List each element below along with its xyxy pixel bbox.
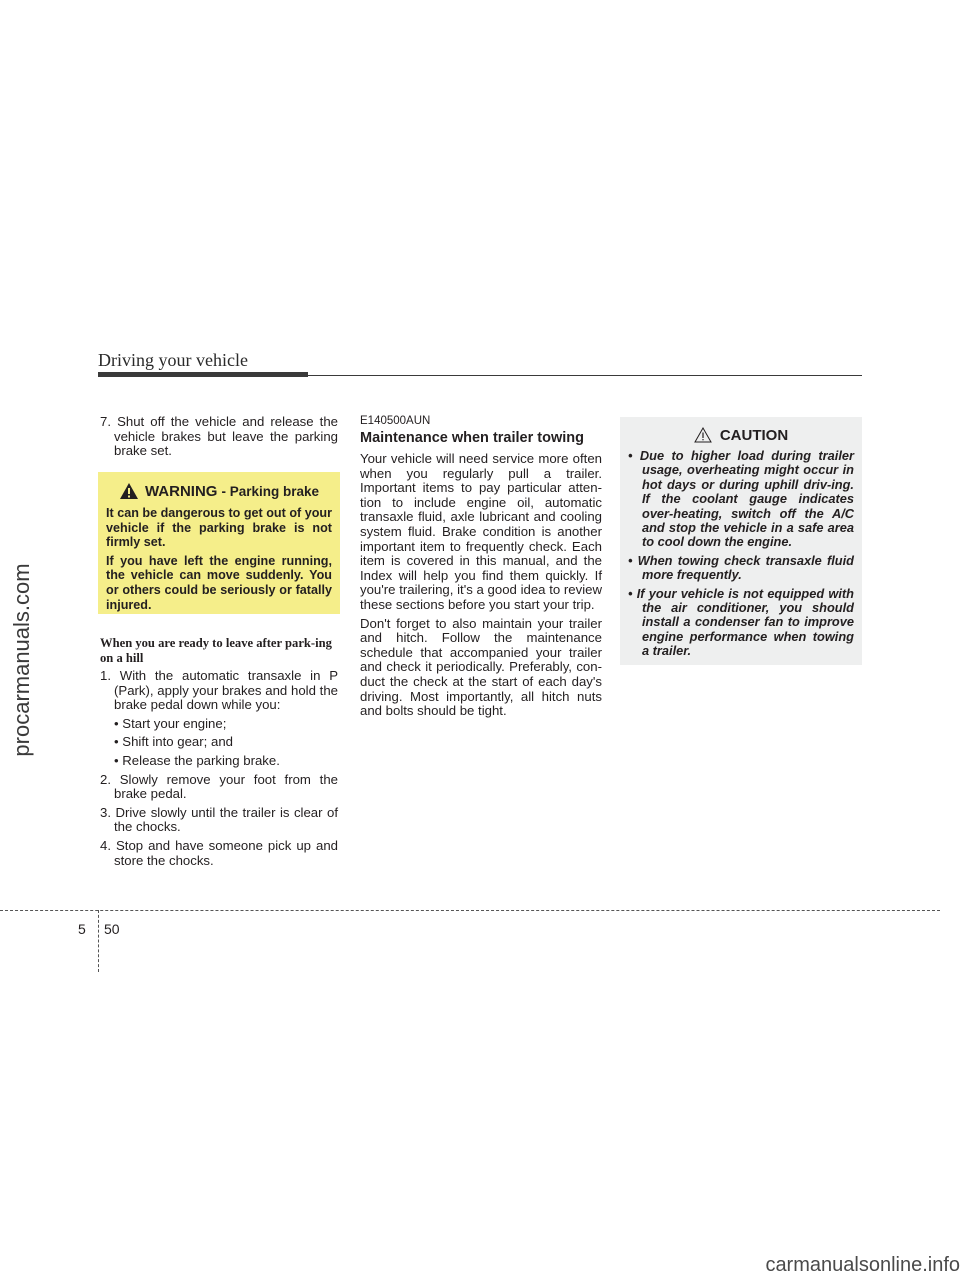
warning-paragraph: It can be dangerous to get out of your vehicle if the parking brake is not firmly set. [106, 506, 332, 550]
chapter-number: 5 [78, 921, 86, 937]
substep: • Release the parking brake. [114, 752, 280, 768]
maintenance-paragraph: Your vehicle will need service more often when you regularly pull a trailer. Important items to pay particular atten-tion to include engine oil, automatic transaxle fluid, axle lubricant and cooling system fluid. Brake condition is another important item to frequently check. Each item is covered in this manual, and the Index will help you find them quickly. If you're trailering, it's a good idea to review these sections before you start your trip. [360, 451, 602, 612]
step-1: 1. With the automatic transaxle in P (Park), apply your brakes and hold the brake pedal down while you: [100, 668, 338, 713]
warning-triangle-icon [119, 482, 139, 500]
header-rule-accent [98, 372, 308, 377]
caution-item: • Due to higher load during trailer usage, overheating might occur in hot days or during uphill driv-ing. If the coolant gauge indicates over-heating, switch off the A/C and stop the vehicle in a safe area to cool down the engine. [628, 448, 854, 550]
warning-subtitle: - Parking brake [221, 483, 320, 499]
footer-watermark: carmanualsonline.info [765, 1254, 960, 1276]
caution-triangle-icon [694, 427, 712, 443]
maintenance-heading: Maintenance when trailer towing [360, 430, 584, 446]
caution-item: • If your vehicle is not equipped with the air conditioner, you should install a condenser fan to improve engine performance when towing a trailer. [628, 585, 854, 659]
section-code: E140500AUN [360, 415, 431, 427]
page-number: 50 [104, 921, 120, 937]
substep: • Start your engine; [114, 715, 227, 731]
warning-text [106, 506, 332, 612]
maintenance-body [360, 452, 602, 723]
side-watermark [2, 540, 42, 780]
hill-subheading: When you are ready to leave after park-ing on a hill [100, 636, 332, 665]
substep: • Shift into gear; and [114, 734, 233, 750]
footer-divider-vertical [98, 910, 99, 972]
warning-box [98, 472, 340, 614]
caution-list [628, 449, 854, 659]
caution-box [620, 417, 862, 665]
maintenance-paragraph: Don't forget to also maintain your trailer and hitch. Follow the maintenance schedule that accompanied your trailer and check it periodically. Preferably, con-duct the check at the start of each day's driving. Most importantly, all hitch nuts and bolts should be tight. [360, 615, 602, 719]
footer-divider [0, 910, 940, 911]
step-3: 3. Drive slowly until the trailer is clear of the chocks. [100, 804, 338, 835]
step-7-text: 7. Shut off the vehicle and release the vehicle brakes but leave the parking brake set. [100, 414, 338, 459]
warning-header [106, 480, 332, 502]
step-4: 4. Stop and have someone pick up and store the chocks. [100, 837, 338, 868]
warning-paragraph: If you have left the engine running, the vehicle can move suddenly. You or others could be seriously or fatally injured. [106, 553, 332, 612]
hill-steps [100, 669, 338, 872]
step-7 [100, 415, 338, 463]
warning-title: WARNING [144, 482, 218, 500]
step-2: 2. Slowly remove your foot from the brake pedal. [100, 771, 338, 802]
section-title: Driving your vehicle [98, 350, 248, 370]
caution-title: CAUTION [719, 426, 789, 444]
caution-item: • When towing check transaxle fluid more frequently. [628, 552, 854, 583]
side-watermark-text: procarmanuals.com [9, 563, 34, 757]
caution-header [628, 425, 854, 445]
